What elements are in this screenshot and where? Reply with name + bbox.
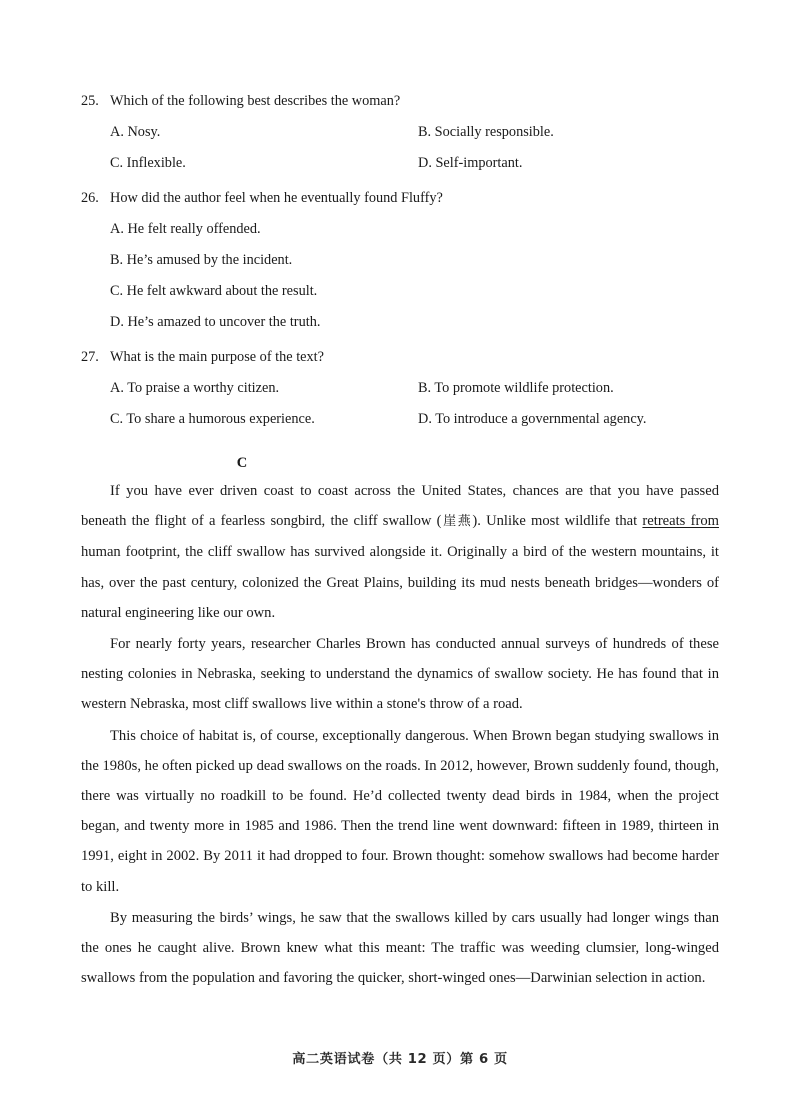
passage-paragraph-4: By measuring the birds’ wings, he saw that the swallows killed by cars usually had longer wings than the ones he caught alive. Brown knew what this meant: The traffic was weeding clumsier, long-winged swallows from the population and favoring the quicker, short-winged ones—Darwinian selection in action.	[81, 909, 719, 987]
question-block-27	[81, 342, 719, 435]
option-25-b[interactable]: B. Socially responsible.	[418, 124, 554, 140]
option-26-c[interactable]: C. He felt awkward about the result.	[110, 283, 318, 299]
passage-paragraph-1	[81, 476, 719, 628]
page-footer: 高二英语试卷（共 12 页）第 6 页	[292, 1052, 508, 1067]
option-27-d[interactable]: D. To introduce a governmental agency.	[418, 411, 647, 427]
option-row-27-cd	[81, 404, 719, 435]
option-27-c[interactable]: C. To share a humorous experience.	[110, 411, 315, 427]
question-stem-25	[81, 86, 719, 117]
question-text-27: What is the main purpose of the text?	[110, 349, 324, 365]
passage-p1-part3: human footprint, the cliff swallow has survived alongside it. Originally a bird of the western mountains, it has, over the past century, colonized the Great Plains, building its mud nests beneath bridges—wonders of natural engineering like our own.	[81, 544, 719, 621]
question-stem-26	[81, 183, 719, 214]
option-row-27-ab	[81, 373, 719, 404]
passage-p1-part1: If you have ever driven coast to coast across the United States, chances are that you have passed beneath the flight of a fearless songbird, the cliff swallow (	[81, 483, 719, 530]
passage-p1-part2: ). Unlike most wildlife that	[472, 513, 643, 530]
question-text-25: Which of the following best describes the woman?	[110, 93, 401, 109]
question-number-27: 27.	[81, 349, 99, 365]
option-26-b[interactable]: B. He’s amused by the incident.	[110, 252, 293, 268]
question-block-26	[81, 183, 719, 338]
passage-p1-underlined-phrase: retreats from	[642, 513, 719, 530]
passage-paragraph-2: For nearly forty years, researcher Charles Brown has conducted annual surveys of hundreds of these nesting colonies in Nebraska, seeking to understand the dynamics of swallow society. He has found that in western Nebraska, most cliff swallows live within a stone's throw of a road.	[81, 636, 719, 713]
option-row-25-ab	[81, 117, 719, 148]
passage-paragraph-3: This choice of habitat is, of course, exceptionally dangerous. When Brown began studying swallows in the 1980s, he often picked up dead swallows on the roads. In 2012, however, Brown suddenly found, though, there was virtually no roadkill to be found. He’d collected twenty dead birds in 1984, when the project began, and twenty more in 1985 and 1986. Then the trend line went downward: fifteen in 1989, thirteen in 1991, eight in 2002. By 2011 it had dropped to four. Brown thought: somehow swallows had become harder to kill.	[81, 727, 719, 895]
question-text-26: How did the author feel when he eventually found Fluffy?	[110, 190, 443, 206]
question-number-25: 25.	[81, 93, 99, 109]
option-26-a[interactable]: A. He felt really offended.	[110, 221, 261, 237]
option-25-d[interactable]: D. Self-important.	[418, 155, 523, 171]
passage-section-label: C	[236, 455, 248, 471]
question-stem-27	[81, 342, 719, 373]
option-27-b[interactable]: B. To promote wildlife protection.	[418, 380, 614, 396]
option-25-c[interactable]: C. Inflexible.	[110, 155, 186, 171]
option-27-a[interactable]: A. To praise a worthy citizen.	[110, 380, 280, 396]
option-row-25-cd	[81, 148, 719, 179]
chinese-gloss-cliff-swallow: 崖燕	[441, 514, 473, 530]
option-25-a[interactable]: A. Nosy.	[110, 124, 161, 140]
question-number-26: 26.	[81, 190, 99, 206]
option-26-d[interactable]: D. He’s amazed to uncover the truth.	[110, 314, 321, 330]
question-block-25	[81, 86, 719, 179]
page-content	[81, 86, 719, 994]
